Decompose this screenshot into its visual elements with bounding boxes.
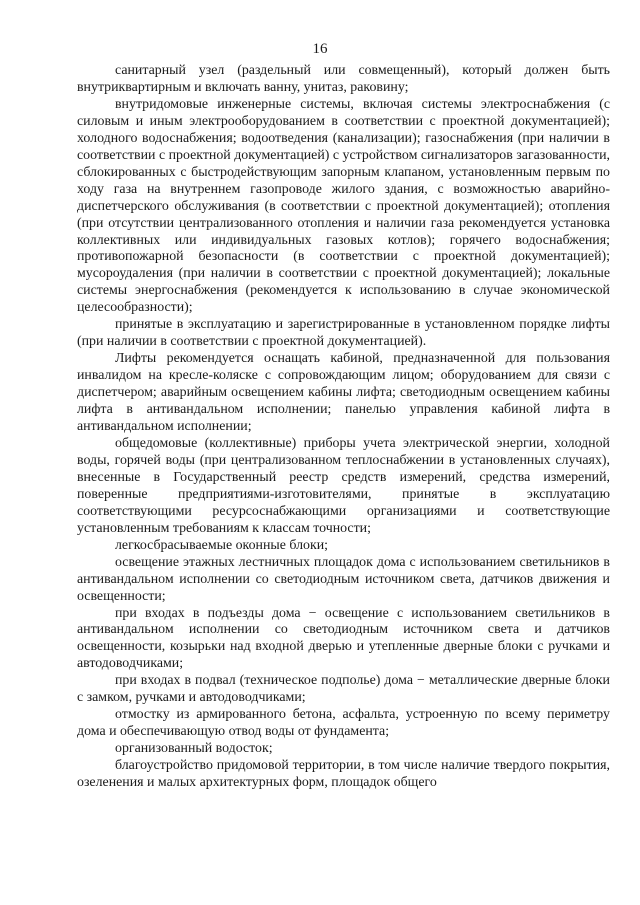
paragraph-sanitary-unit: санитарный узел (раздельный или совмещенный), который должен быть внутриквартирным и включать ванну, унитаз, раковину; — [77, 63, 610, 95]
paragraph-metering-devices: общедомовые (коллективные) приборы учета электрической энергии, холодной воды, горячей воды (при централизованном теплоснабжении в установленных случаях), внесенные в Государственный реестр средств измерений, средства измерений, поверенные предприятиями-изготовителями, принятые в эксплуатацию соответствующими ресурсоснабжающими организациями и соответствующие установленным требованиям к классам точности; — [77, 435, 610, 536]
paragraph-landscaping: благоустройство придомовой территории, в том числе наличие твердого покрытия, озеленения и малых архитектурных форм, площадок общего — [77, 758, 610, 791]
paragraph-elevators-commissioned: принятые в эксплуатацию и зарегистрированные в установленном порядке лифты (при наличии в соответствии с проектной документацией). — [77, 317, 610, 350]
document-body — [77, 63, 610, 792]
paragraph-basement-doors: при входах в подвал (техническое подполье) дома − металлические дверные блоки с замком, ручками и автодоводчиками; — [77, 673, 610, 706]
paragraph-window-blocks: легкосбрасываемые оконные блоки; — [115, 537, 329, 553]
page-number: 16 — [312, 41, 328, 57]
paragraph-engineering-systems: внутридомовые инженерные системы, включая системы электроснабжения (с силовым и иным электрооборудованием в соответствии с проектной документацией); холодного водоснабжения; водоотведения (канализации); газоснабжения (при наличии в соответствии с проектной документацией) с устройством сигнализаторов загазованности, сблокированных с быстродействующим запорным клапаном, установленным первым по ходу газа на внутреннем газопроводе жилого здания, с возможностью аварийно-диспетчерского обслуживания (в соответствии с проектной документацией); отопления (при отсутствии централизованного отопления и наличии газа рекомендуется установка коллективных или индивидуальных газовых котлов); горячего водоснабжения; противопожарной безопасности (в соответствии с проектной документацией); мусороудаления (при наличии в соответствии с проектной документацией); локальные системы энергоснабжения (рекомендуется к использованию в случае экономической целесообразности); — [77, 96, 610, 316]
paragraph-drainage: организованный водосток; — [115, 741, 273, 757]
paragraph-entrance-lighting: при входах в подъезды дома − освещение с использованием светильников в антивандальном исполнении со светодиодным источником света и датчиков освещенности, козырьки над входной дверью и утепленные дверные блоки с ручками и автодоводчиками; — [77, 605, 610, 672]
paragraph-blind-area: отмостку из армированного бетона, асфальта, устроенную по всему периметру дома и обеспечивающую отвод воды от фундамента; — [77, 707, 610, 740]
paragraph-stair-lighting: освещение этажных лестничных площадок дома с использованием светильников в антивандальном исполнении со светодиодным источником света, датчиков движения и освещенности; — [77, 554, 610, 604]
paragraph-elevator-equipment: Лифты рекомендуется оснащать кабиной, предназначенной для пользования инвалидом на кресле-коляске с сопровождающим лицом; оборудованием для связи с диспетчером; аварийным освещением кабины лифта; светодиодным освещением кабины лифта в антивандальном исполнении; панелью управления кабиной лифта в антивандальном исполнении; — [77, 351, 610, 435]
